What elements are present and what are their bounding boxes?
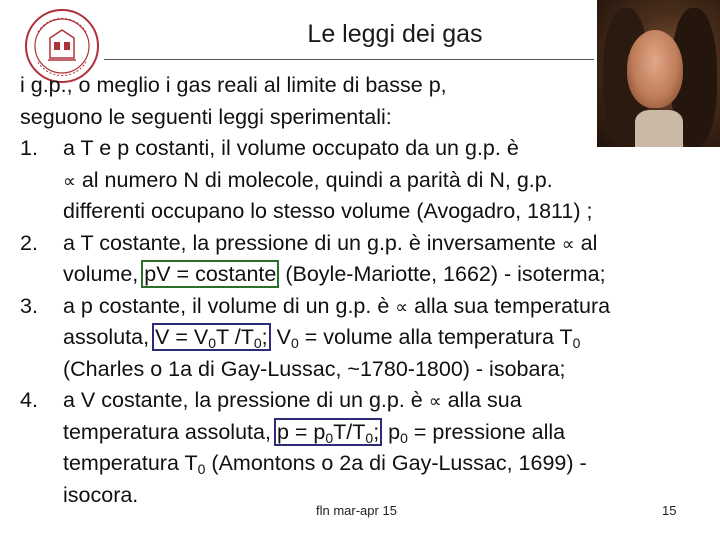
intro-line-1: i g.p., o meglio i gas reali al limite di basse p, bbox=[20, 73, 447, 97]
slide-title: Le leggi dei gas bbox=[307, 20, 483, 48]
item-text: = volume alla temperatura T bbox=[304, 325, 573, 349]
slide-body bbox=[20, 70, 710, 511]
list-item-3 bbox=[20, 291, 710, 323]
list-item-2 bbox=[20, 228, 710, 260]
charles-formula-box: $V = V_0T$ $/T_0$; bbox=[152, 323, 271, 351]
item-3-line-2: assoluta, $V = V_0T$ $/T_0$; $V_0$ = volume alla temperatura $T_0$ bbox=[63, 325, 581, 351]
item-number: 1. bbox=[20, 136, 38, 160]
title-underline bbox=[104, 59, 594, 60]
proportional-symbol: ∝ bbox=[428, 391, 442, 412]
item-text: (Boyle-Mariotte, 1662) - isoterma; bbox=[285, 262, 606, 286]
list-item-1 bbox=[20, 133, 710, 165]
item-text: alla sua bbox=[447, 388, 522, 412]
item-2-line-2 bbox=[20, 259, 710, 291]
proportional-symbol: ∝ bbox=[63, 170, 76, 192]
item-number: 2. bbox=[20, 230, 38, 255]
item-text: (Amontons o 2a di Gay-Lussac, 1699) - bbox=[211, 451, 587, 475]
item-text: a T e p costanti, il volume occupato da un g.p. è bbox=[63, 136, 519, 160]
item-text: assoluta, bbox=[63, 325, 150, 349]
item-number: 3. bbox=[20, 293, 38, 318]
item-text: volume, bbox=[63, 262, 139, 286]
amontons-formula-box: $p = p_0T/T_0$; bbox=[274, 418, 382, 446]
item-4-line-3: temperatura $T_0$ (Amontons o 2a di Gay-Lussac, 1699) - bbox=[63, 451, 587, 477]
item-text: temperatura T bbox=[63, 451, 198, 475]
item-number: 4. bbox=[20, 388, 38, 412]
item-text: al numero N di molecole, quindi a parità di N, g.p. bbox=[81, 167, 553, 192]
item-1-line-3: differenti occupano lo stesso volume (Avogadro, 1811) ; bbox=[63, 199, 593, 223]
page-number: 15 bbox=[662, 503, 677, 518]
item-text: al bbox=[580, 230, 598, 255]
item-text: = pressione alla bbox=[413, 419, 566, 444]
item-text: a p costante, il volume di un g.p. è bbox=[63, 293, 390, 318]
item-4-line-2: temperatura assoluta, $p = p_0T/T_0$; $p_0$ = pressione alla bbox=[63, 419, 566, 446]
boyle-formula-box: pV = costante bbox=[141, 260, 279, 288]
list-item-4 bbox=[20, 385, 710, 417]
proportional-symbol: ∝ bbox=[561, 233, 575, 255]
item-text: alla sua temperatura bbox=[414, 293, 611, 318]
proportional-symbol: ∝ bbox=[395, 296, 409, 318]
item-text: a T costante, la pressione di un g.p. è inversamente bbox=[63, 230, 556, 255]
intro-line-2: seguono le seguenti leggi sperimentali: bbox=[20, 104, 392, 129]
item-4-line-4: isocora. bbox=[63, 482, 139, 507]
item-text: a V costante, la pressione di un g.p. è bbox=[63, 388, 423, 412]
item-3-line-3: (Charles o 1a di Gay-Lussac, ~1780-1800) - isobara; bbox=[63, 356, 566, 381]
item-1-line-2 bbox=[20, 165, 710, 197]
footer-label: fln mar-apr 15 bbox=[316, 503, 397, 518]
item-text: temperatura assoluta, bbox=[63, 419, 271, 444]
